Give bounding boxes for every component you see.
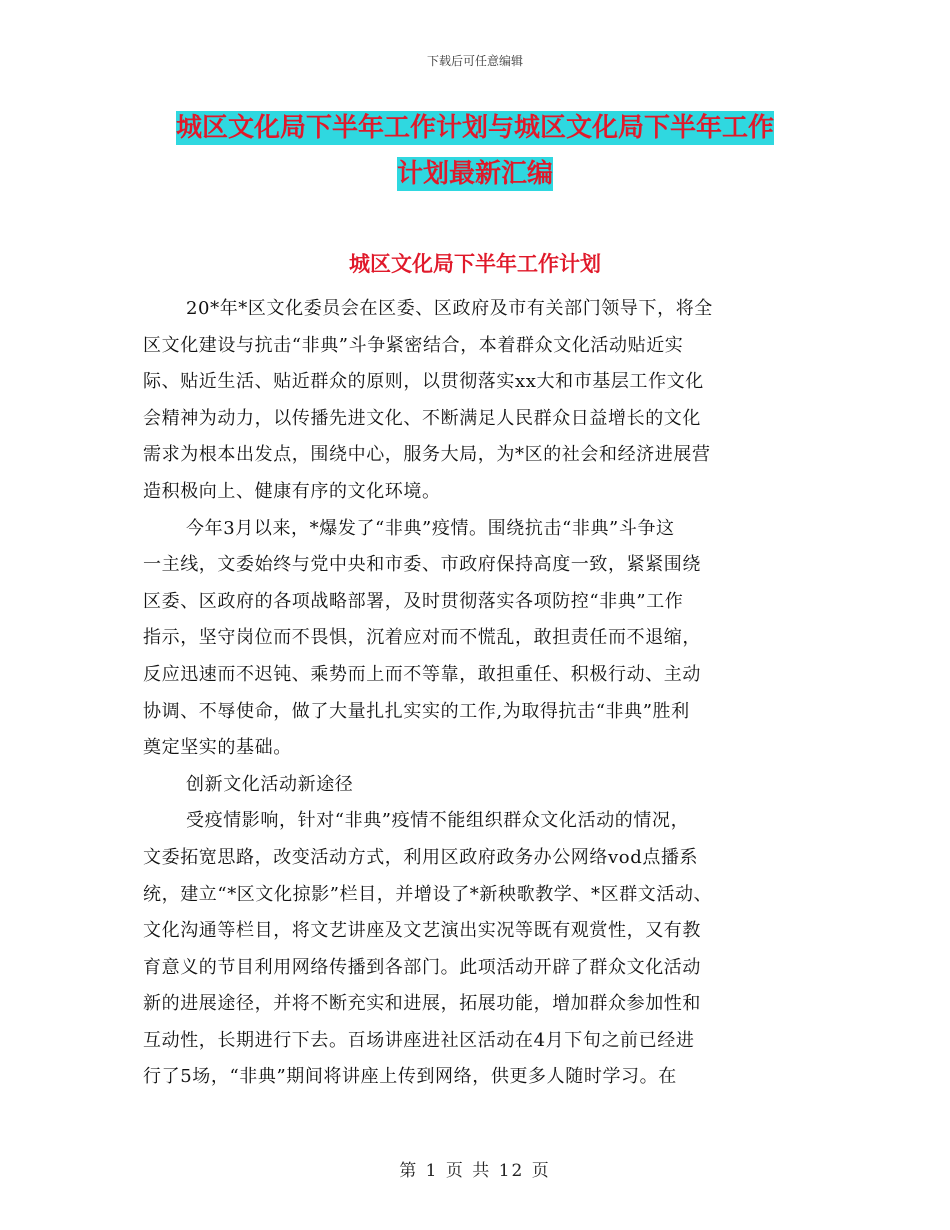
section-heading: 创新文化活动新途径 (186, 773, 354, 795)
paragraph-line: 20*年*区文化委员会在区委、区政府及市有关部门领导下，将全 (186, 298, 713, 319)
paragraph-line: 今年3月以来，*爆发了“非典”疫情。围绕抗击“非典”斗争这 (186, 517, 675, 539)
paragraph-line: 文委拓宽思路，改变活动方式，利用区政府政务办公网络vod点播系 (143, 846, 699, 868)
document-body (143, 291, 823, 1096)
paragraph-line: 受疫情影响，针对“非典”疫情不能组织群众文化活动的情况， (186, 810, 690, 832)
paragraph-line: 奠定坚实的基础。 (143, 737, 292, 759)
paragraph-line: 互动性，长期进行下去。百场讲座进社区活动在4月下旬之前已经进 (143, 1029, 695, 1051)
paragraph-line: 反应迅速而不迟钝、乘势而上而不等靠，敢担重任、积极行动、主动 (143, 663, 701, 685)
paragraph-line: 造积极向上、健康有序的文化环境。 (143, 480, 441, 502)
paragraph-line: 行了5场，“非典”期间将讲座上传到网络，供更多人随时学习。在 (143, 1066, 677, 1088)
paragraph-line: 区文化建设与抗击“非典”斗争紧密结合，本着群众文化活动贴近实 (143, 334, 684, 356)
paragraph-line: 指示，坚守岗位而不畏惧，沉着应对而不慌乱，敢担责任而不退缩， (143, 627, 701, 649)
paragraph-line: 育意义的节目利用网络传播到各部门。此项活动开辟了群众文化活动 (143, 956, 701, 978)
paragraph-line: 统，建立“*区文化掠影”栏目，并增设了*新秧歌教学、*区群文活动、 (143, 883, 713, 905)
paragraph-line: 区委、区政府的各项战略部署，及时贯彻落实各项防控“非典”工作 (143, 590, 684, 612)
paragraph-line: 际、贴近生活、贴近群众的原则，以贯彻落实xx大和市基层工作文化 (143, 371, 704, 393)
paragraph-line: 新的进展途径，并将不断充实和进展，拓展功能，增加群众参加性和 (143, 993, 701, 1015)
document-title-line-2 (0, 156, 950, 192)
paragraph-line: 文化沟通等栏目，将文艺讲座及文艺演出实况等既有观赏性，又有教 (143, 920, 701, 942)
header-note: 下载后可任意编辑 (426, 54, 523, 68)
document-title-line-1 (0, 110, 950, 146)
section-title: 城区文化局下半年工作计划 (349, 252, 601, 276)
paragraph-line: 需求为根本出发点，围绕中心，服务大局，为*区的社会和经济进展营 (143, 444, 711, 466)
paragraph-line: 一主线，文委始终与党中央和市委、市政府保持高度一致，紧紧围绕 (143, 554, 701, 576)
title-highlight-2: 计划最新汇编 (396, 159, 553, 189)
page-number: 第 1 页 共 12 页 (399, 1161, 551, 1181)
paragraph-line: 会精神为动力，以传播先进文化、不断满足人民群众日益增长的文化 (143, 407, 701, 429)
title-highlight-1: 城区文化局下半年工作计划与城区文化局下半年工作 (175, 113, 774, 143)
paragraph-line: 协调、不辱使命，做了大量扎扎实实的工作,为取得抗击“非典”胜利 (143, 700, 690, 722)
